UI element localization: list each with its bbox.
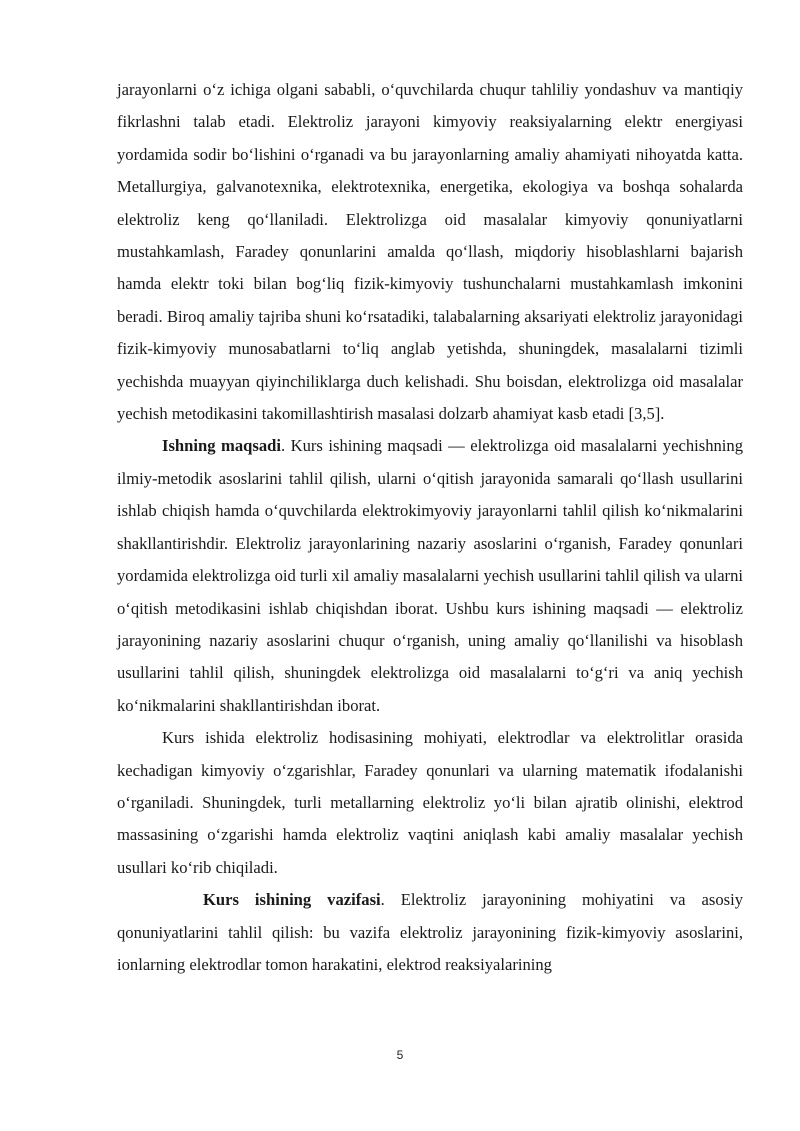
paragraph-goal: [117, 430, 743, 722]
goal-heading: Ishning maqsadi: [162, 436, 281, 456]
paragraph-scope: Kurs ishida elektroliz hodisasining mohiyati, elektrodlar va elektrolitlar orasida kechadigan kimyoviy o‘zgarishlar, Faradey qonunlari va ularning matematik ifodalanishi o‘rganiladi. Shuningdek, turli metallarning elektroliz yo‘li bilan ajratib olinishi, elektrod massasining o‘zgarishi hamda elektroliz vaqtini aniqlash kabi amaliy masalalar yechish usullari ko‘rib chiqiladi.: [117, 728, 743, 877]
paragraph-intro-continuation: jarayonlarni o‘z ichiga olgani sababli, o‘quvchilarda chuqur tahliliy yondashuv va mantiqiy fikrlashni talab etadi. Elektroliz jarayoni kimyoviy reaksiyalarning elektr energiyasi yordamida sodir bo‘lishini o‘rganadi va bu jarayonlarning amaliy ahamiyati nihoyatda katta. Metallurgiya, galvanotexnika, elektrotexnika, energetika, ekologiya va boshqa sohalarda elektroliz keng qo‘llaniladi. Elektrolizga oid masalalar kimyoviy qonuniyatlarni mustahkamlash, Faradey qonunlarini amalda qo‘llash, miqdoriy hisoblashlarni bajarish hamda elektr toki bilan bog‘liq fizik-kimyoviy tushunchalarni mustahkamlash imkonini beradi. Biroq amaliy tajriba shuni ko‘rsatadiki, talabalarning aksariyati elektroliz jarayonidagi fizik-kimyoviy munosabatlarni to‘liq anglab yetishda, shuningdek, masalalarni tizimli yechishda muayyan qiyinchiliklarga duch kelishadi. Shu boisdan, elektrolizga oid masalalar yechish metodikasini takomillashtirish masalasi dolzarb ahamiyat kasb etadi [3,5].: [117, 80, 743, 424]
paragraph-tasks: [117, 884, 743, 981]
tasks-text: . Elektroliz jarayonining mohiyatini va asosiy qonuniyatlarini tahlil qilish: bu vazifa elektroliz jarayonining fizik-kimyoviy asoslarini, ionlarning elektrodlar tomon harakatini, elektrod reaksiyalarining: [117, 890, 743, 974]
goal-text: . Kurs ishining maqsadi — elektrolizga oid masalalarni yechishning ilmiy-metodik asoslarini tahlil qilish, ularni o‘qitish jarayonida samarali qo‘llash usullarini ishlab chiqish hamda o‘quvchilarda elektrokimyoviy jarayonlarni tahlil qilish ko‘nikmalarini shakllantirishdir. Elektroliz jarayonlarining nazariy asoslarini o‘rganish, Faradey qonunlari yordamida elektrolizga oid turli xil amaliy masalalarni yechish usullarini tahlil qilish va ularni o‘qitish metodikasini ishlab chiqishdan iborat. Ushbu kurs ishining maqsadi — elektroliz jarayonining nazariy asoslarini chuqur o‘rganish, uning amaliy qo‘llanilishi va hisoblash usullarini tahlil qilish, shuningdek elektrolizga oid masalalarni to‘g‘ri va aniq yechish ko‘nikmalarini shakllantirishdan iborat.: [117, 436, 743, 715]
tasks-heading: Kurs ishining vazifasi: [203, 890, 381, 910]
page-number: 5: [396, 1048, 404, 1062]
document-body: [117, 74, 743, 981]
